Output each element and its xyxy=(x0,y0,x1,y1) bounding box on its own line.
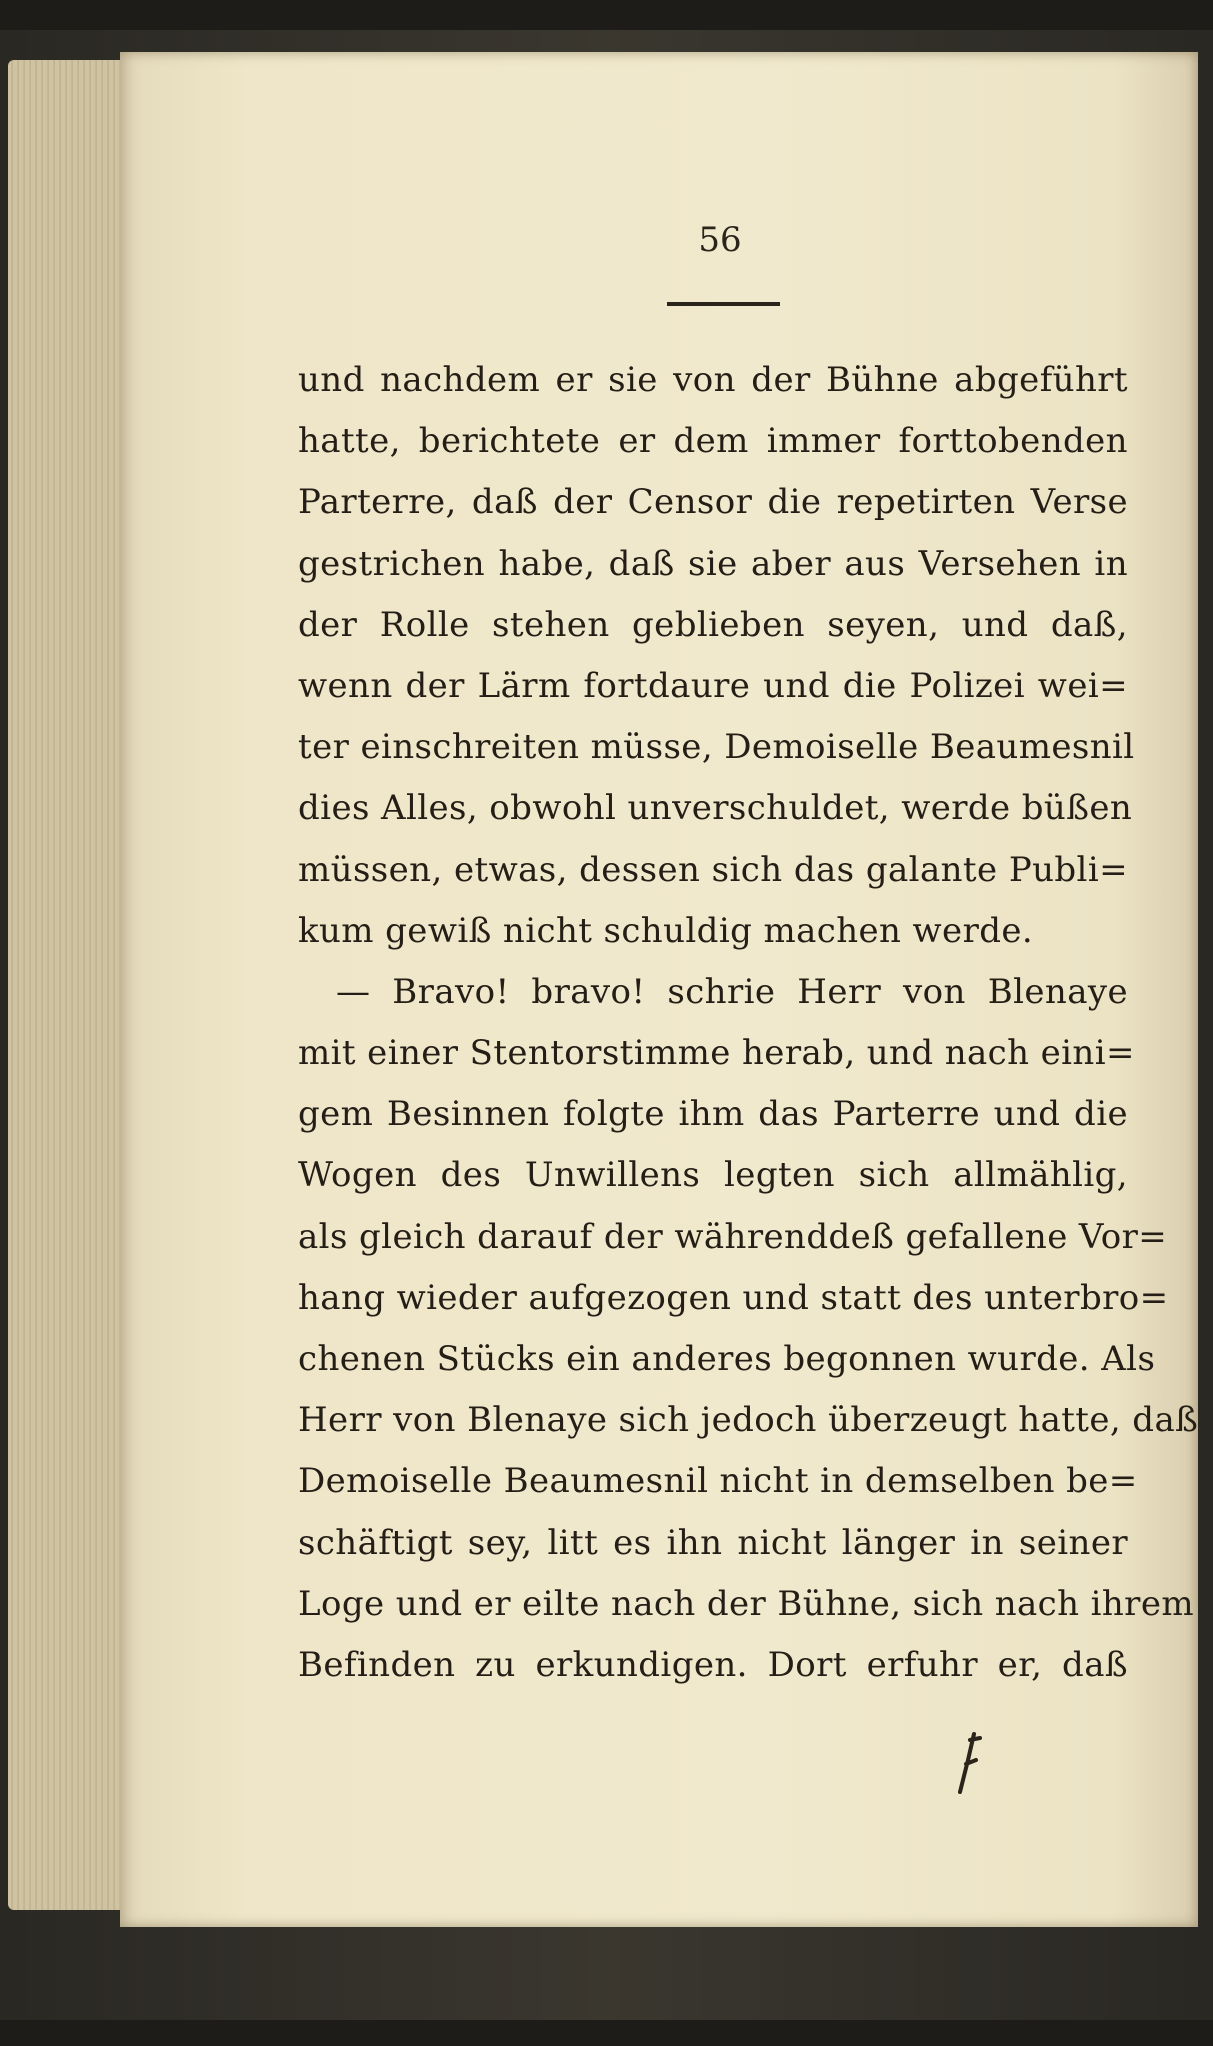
text-line: müssen, etwas, dessen sich das galante Publi= xyxy=(298,849,1128,890)
text-line: Herr von Blenaye sich jedoch überzeugt hatte, daß xyxy=(298,1400,1199,1441)
body-text xyxy=(298,350,1199,1696)
ink-mark xyxy=(952,1730,988,1800)
text-line: mit einer Stentorstimme herab, und nach eini= xyxy=(298,1033,1135,1074)
page-number: 56 xyxy=(698,220,742,260)
text-line: als gleich darauf der währenddeß gefallene Vor= xyxy=(298,1216,1168,1257)
text-line: gestrichen habe, daß sie aber aus Versehen in xyxy=(298,543,1128,584)
text-line: Demoiselle Beaumesnil nicht in demselben be= xyxy=(298,1461,1138,1502)
text-line: — Bravo! bravo! schrie Herr von Blenaye xyxy=(336,971,1128,1012)
text-line: und nachdem er sie von der Bühne abgeführt xyxy=(298,360,1128,400)
text-line: Befinden zu erkundigen. Dort erfuhr er, daß xyxy=(298,1644,1128,1685)
text-line: gem Besinnen folgte ihm das Parterre und die xyxy=(298,1094,1128,1135)
text-line: chenen Stücks ein anderes begonnen wurde. Als xyxy=(298,1339,1156,1379)
text-line: schäftigt sey, litt es ihn nicht länger in seiner xyxy=(298,1522,1128,1563)
text-line: kum gewiß nicht schuldig machen werde. xyxy=(298,910,1034,951)
text-line: Parterre, daß der Censor die repetirten Verse xyxy=(298,482,1128,523)
text-line: der Rolle stehen geblieben seyen, und daß, xyxy=(298,604,1128,645)
text-line: Wogen des Unwillens legten sich allmählig, xyxy=(298,1155,1128,1196)
text-line: wenn der Lärm fortdaure und die Polizei wei= xyxy=(298,665,1128,706)
text-line: hatte, berichtete er dem immer forttobenden xyxy=(298,421,1128,462)
text-line: Loge und er eilte nach der Bühne, sich nach ihrem xyxy=(298,1583,1194,1624)
text-line: ter einschreiten müsse, Demoiselle Beaumesnil xyxy=(298,727,1135,768)
text-line: hang wieder aufgezogen und statt des unterbro= xyxy=(298,1277,1169,1318)
header-rule xyxy=(667,302,780,306)
text-line: dies Alles, obwohl unverschuldet, werde büßen xyxy=(298,788,1133,829)
